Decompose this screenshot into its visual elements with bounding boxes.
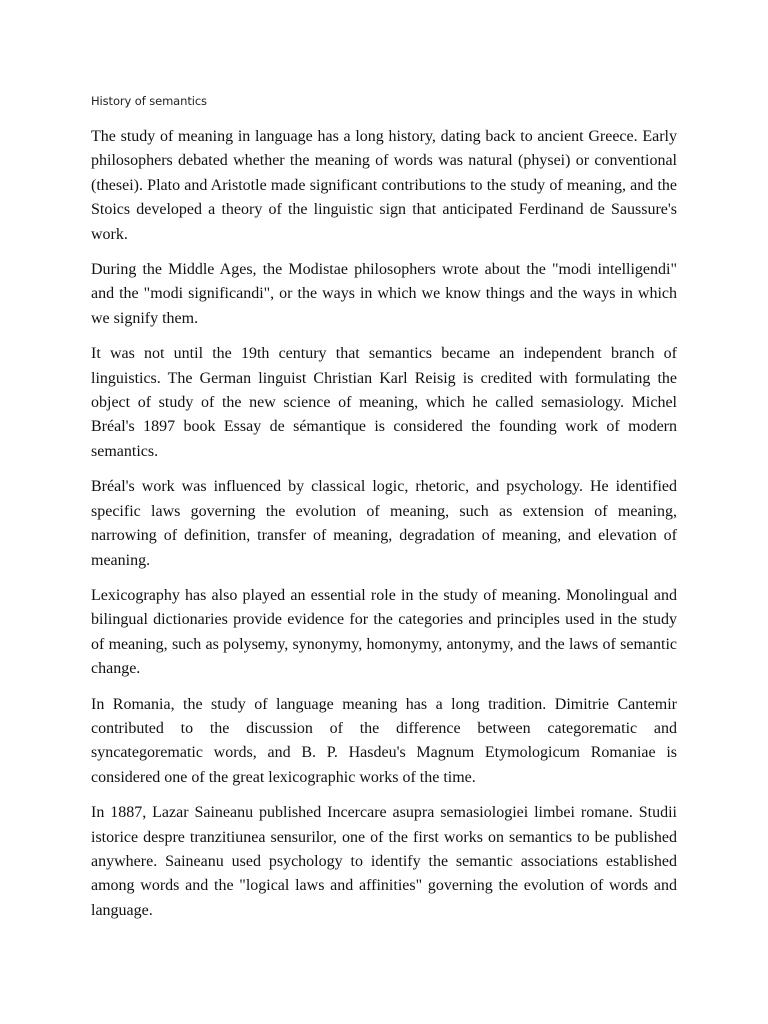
paragraph-ancient-greece: The study of meaning in language has a long history, dating back to ancient Greece. Early philosophers debated whether the meaning of words was natural (physei) or conventional (thesei). Plato and Aristotle made significant contributions to the study of meaning, and the Stoics developed a theory of the linguistic sign that anticipated Ferdinand de Saussure's work. [91,128,677,243]
paragraph-19th-century: It was not until the 19th century that semantics became an independent branch of linguistics. The German linguist Christian Karl Reisig is credited with formulating the object of study of the new science of meaning, which he called semasiology. Michel Bréal's 1897 book Essay de sémantique is considered the founding work of modern semantics. [91,345,677,460]
paragraph-breal-work: Bréal's work was influenced by classical logic, rhetoric, and psychology. He identified specific laws governing the evolution of meaning, such as extension of meaning, narrowing of definition, transfer of meaning, degradation of meaning, and elevation of meaning. [91,478,677,569]
paragraph-romania: In Romania, the study of language meaning has a long tradition. Dimitrie Cantemir contributed to the discussion of the difference between categorematic and syncategorematic words, and B. P. Hasdeu's Magnum Etymologicum Romaniae is considered one of the great lexicographic works of the time. [91,695,677,786]
paragraph-middle-ages: During the Middle Ages, the Modistae philosophers wrote about the "modi intelligendi" and the "modi significandi", or the ways in which we know things and the ways in which we signify them. [91,261,677,327]
paragraph-saineanu: In 1887, Lazar Saineanu published Incercare asupra semasiologiei limbei romane. Studii istorice despre tranzitiunea sensurilor, one of the first works on semantics to be published anywhere. Saineanu used psychology to identify the semantic associations established among words and the "logical laws and affinities" governing the evolution of words and language. [91,804,677,919]
document-title: History of semantics [91,94,207,108]
paragraph-lexicography: Lexicography has also played an essential role in the study of meaning. Monolingual and bilingual dictionaries provide evidence for the categories and principles used in the study of meaning, such as polysemy, synonymy, homonymy, antonymy, and the laws of semantic change. [91,586,677,678]
document-body [91,125,677,934]
